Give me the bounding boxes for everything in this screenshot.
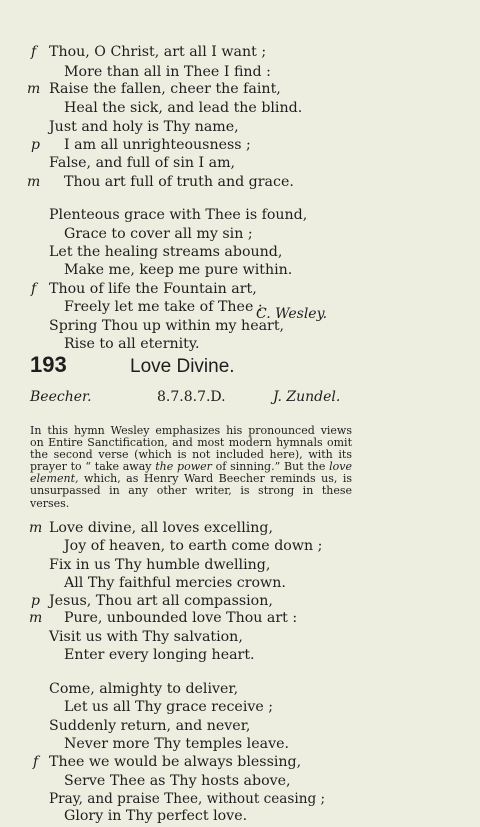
verse-line: Plenteous grace with Thee is found, (49, 207, 308, 223)
verse-line: Come, almighty to deliver, (49, 681, 239, 697)
verse-line: Let the healing streams abound, (49, 244, 283, 260)
note-text: In this hymn Wesley emphasizes his pronounced views on Entire Sanctification, and most modern hymnals omit the second verse (which is not included here), with its prayer to “ take away (30, 424, 352, 474)
verse-line: Rise to all eternity. (64, 336, 200, 352)
verse-line: Thou, O Christ, art all I want ; (49, 44, 267, 60)
verse-line: Freely let me take of Thee : (64, 299, 263, 315)
verse-line: Thee we would be always blessing, (49, 754, 302, 770)
verse-line: More than all in Thee I find : (64, 64, 271, 80)
dynamic-mark: m (29, 610, 43, 626)
hymn-title: Love Divine. (130, 356, 235, 377)
composer: J. Zundel. (273, 389, 341, 405)
note-text: of sinning.” But the (211, 460, 330, 474)
dynamic-mark: f (31, 281, 37, 297)
meter: 8.7.8.7.D. (157, 389, 226, 405)
verse-line: Jesus, Thou art all compassion, (49, 593, 273, 609)
verse-line: False, and full of sin I am, (49, 155, 236, 171)
verse-line: Raise the fallen, cheer the faint, (49, 81, 281, 97)
verse-line: Fix in us Thy humble dwelling, (49, 557, 271, 573)
verse-line: Just and holy is Thy name, (49, 119, 239, 135)
dynamic-mark: m (27, 81, 41, 97)
dynamic-mark: m (29, 520, 43, 536)
verse-line: Love divine, all loves excelling, (49, 520, 274, 536)
note-text: which, as Henry Ward Beecher reminds us, is unsurpassed in any other writer, is strong in these verses. (30, 472, 352, 510)
verse-line: Pray, and praise Thee, without ceasing ; (49, 791, 326, 807)
author-attribution: C. Wesley. (256, 306, 328, 322)
verse-line: I am all unrighteousness ; (64, 137, 251, 153)
verse-line: Spring Thou up within my heart, (49, 318, 285, 334)
note-emphasis: the power (155, 460, 212, 474)
verse-line: Make me, keep me pure within. (64, 262, 293, 278)
tune-name: Beecher. (30, 389, 92, 405)
verse-line: Thou of life the Fountain art, (49, 281, 257, 297)
verse-line: Glory in Thy perfect love. (64, 808, 248, 824)
dynamic-mark: f (33, 754, 39, 770)
dynamic-mark: p (31, 137, 40, 153)
verse-line: Joy of heaven, to earth come down ; (64, 538, 323, 554)
dynamic-mark: f (31, 44, 37, 60)
verse-line: Suddenly return, and never, (49, 718, 251, 734)
hymn-number: 193 (30, 352, 67, 377)
verse-line: Pure, unbounded love Thou art : (64, 610, 298, 626)
verse-line: Grace to cover all my sin ; (64, 226, 253, 242)
verse-line: Enter every longing heart. (64, 647, 255, 663)
verse-line: Heal the sick, and lead the blind. (64, 100, 303, 116)
note-emphasis: love element, (30, 460, 352, 486)
verse-line: Let us all Thy grace receive ; (64, 699, 274, 715)
hymn-commentary (30, 425, 352, 510)
dynamic-mark: p (31, 593, 40, 609)
verse-line: Serve Thee as Thy hosts above, (64, 773, 291, 789)
verse-line: Visit us with Thy salvation, (49, 629, 243, 645)
verse-line: Never more Thy temples leave. (64, 736, 289, 752)
verse-line: Thou art full of truth and grace. (64, 174, 294, 190)
verse-line: All Thy faithful mercies crown. (64, 575, 286, 591)
dynamic-mark: m (27, 174, 41, 190)
